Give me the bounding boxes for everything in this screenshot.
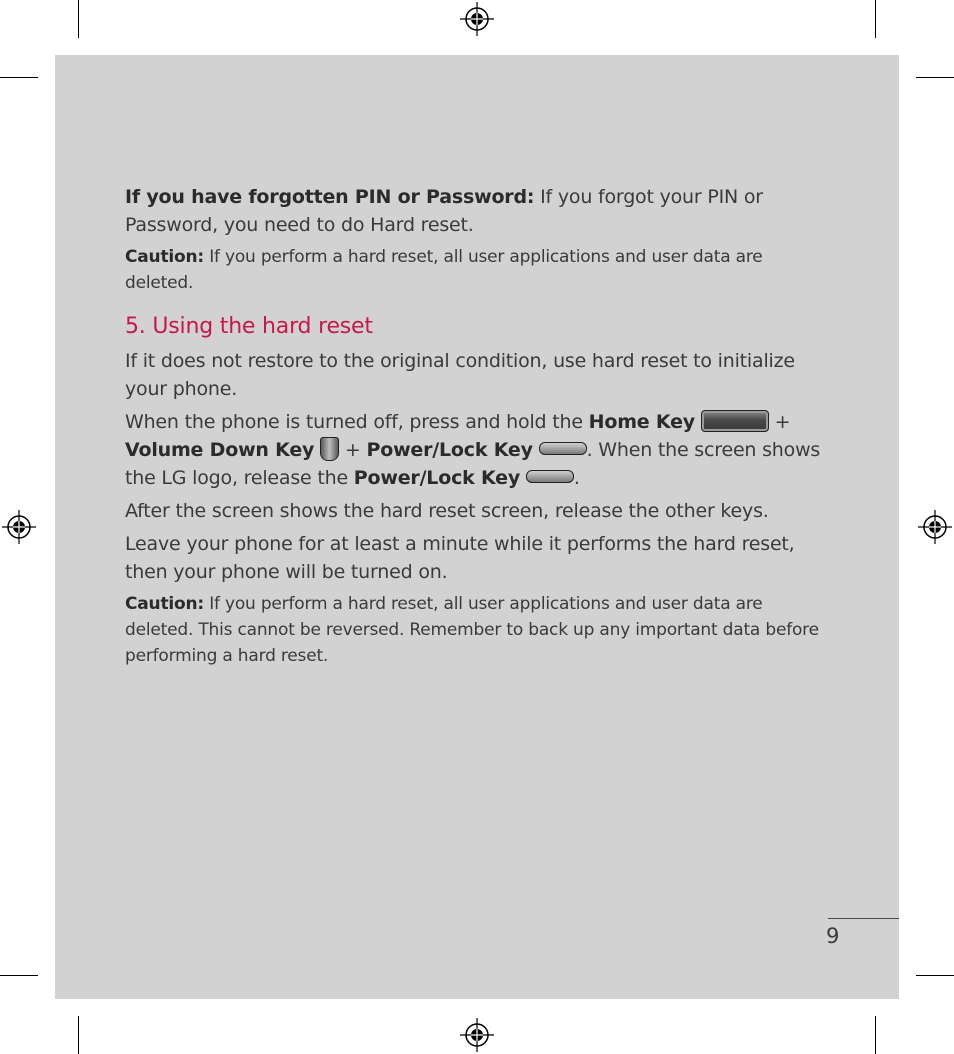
power-lock-key-icon xyxy=(539,442,587,455)
instruction-text: When the phone is turned off, press and hold the xyxy=(125,411,589,433)
registration-mark-icon xyxy=(2,510,36,544)
caution-label: Caution: xyxy=(125,594,204,614)
caution-label: Caution: xyxy=(125,247,204,267)
caution-note-2 xyxy=(125,591,825,669)
power-lock-key-label: Power/Lock Key xyxy=(353,467,521,489)
crop-mark xyxy=(0,77,38,78)
crop-mark xyxy=(0,975,38,976)
page-number: 9 xyxy=(826,924,840,948)
page-content xyxy=(125,183,825,674)
key-instructions-paragraph xyxy=(125,408,825,492)
caution-note-1 xyxy=(125,244,825,296)
crop-mark xyxy=(78,1016,79,1054)
power-lock-key-icon xyxy=(526,470,574,483)
home-key-label: Home Key xyxy=(588,411,695,433)
forgotten-pin-text: If you forgot your PIN or Password, you need to do Hard reset. xyxy=(125,186,763,236)
instruction-text: . When the screen shows the LG logo, release the xyxy=(125,439,821,489)
crop-mark xyxy=(875,1016,876,1054)
instruction-text: + xyxy=(339,439,367,461)
release-paragraph: After the screen shows the hard reset screen, release the other keys. xyxy=(125,500,769,522)
caution-text: If you perform a hard reset, all user applications and user data are deleted. This cannot be reversed. Remember to back up any important data before performing a hard reset. xyxy=(125,594,819,666)
crop-mark xyxy=(875,0,876,38)
forgotten-pin-label: If you have forgotten PIN or Password: xyxy=(125,186,535,208)
crop-mark xyxy=(916,975,954,976)
volume-down-key-icon xyxy=(320,437,339,461)
home-key-icon xyxy=(701,410,769,432)
registration-mark-icon xyxy=(460,2,494,36)
volume-down-key-label: Volume Down Key xyxy=(125,439,315,461)
intro-paragraph: If it does not restore to the original condition, use hard reset to initialize your phone. xyxy=(125,350,795,400)
power-lock-key-label: Power/Lock Key xyxy=(366,439,533,461)
registration-mark-icon xyxy=(918,510,952,544)
crop-mark xyxy=(916,77,954,78)
section-heading: 5. Using the hard reset xyxy=(125,314,373,339)
instruction-text: . xyxy=(573,467,580,489)
caution-text: If you perform a hard reset, all user applications and user data are deleted. xyxy=(125,247,763,293)
registration-mark-icon xyxy=(460,1018,494,1052)
forgotten-pin-paragraph xyxy=(125,183,825,239)
footer-rule xyxy=(828,918,899,919)
instruction-text: + xyxy=(768,411,791,433)
crop-mark xyxy=(78,0,79,38)
wait-paragraph: Leave your phone for at least a minute while it performs the hard reset, then your phone will be turned on. xyxy=(125,533,795,583)
